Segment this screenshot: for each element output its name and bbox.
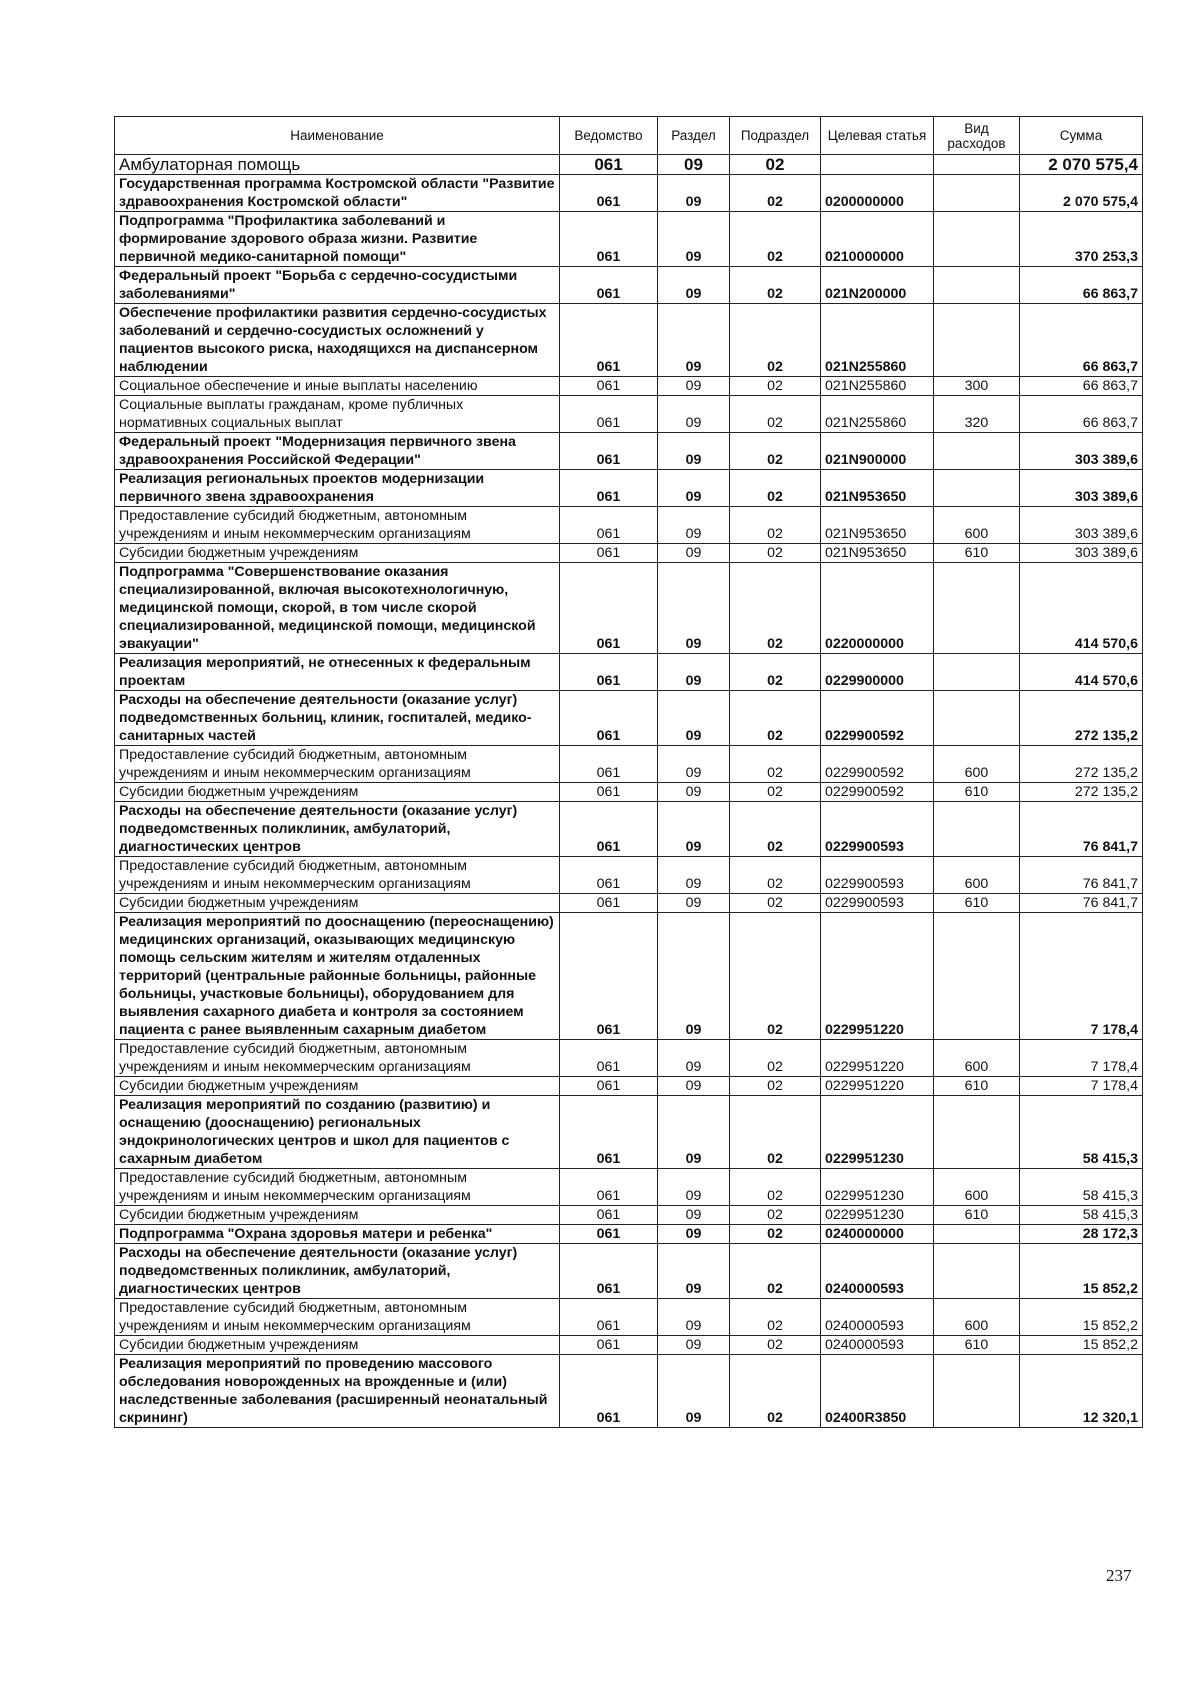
cell-target: 02400R3850 [821,1355,934,1428]
cell-name: Реализация мероприятий по дооснащению (переоснащению) медицинских организаций, оказывающих медицинскую помощь сельским жителям и жителям отдаленных территорий (центральные районные больницы, районные больницы, участковые больницы), оборудованием для выявления сахарного диабета и контроля за состоянием пациента с ранее выявленным сахарным диабетом [115,913,560,1040]
cell-section: 09 [658,1355,730,1428]
cell-subsection: 02 [730,1206,821,1225]
cell-subsection: 02 [730,175,821,212]
cell-name: Реализация мероприятий по проведению массового обследования новорожденных на врожденные и (или) наследственные заболевания (расширенный неонатальный скрининг) [115,1355,560,1428]
cell-subsection: 02 [730,1299,821,1336]
cell-target: 0240000000 [821,1225,934,1244]
cell-section: 09 [658,1077,730,1096]
cell-sum: 12 320,1 [1020,1355,1143,1428]
cell-subsection: 02 [730,746,821,783]
cell-target: 0229900592 [821,691,934,746]
cell-name: Подпрограмма "Профилактика заболеваний и формирование здорового образа жизни. Развитие первичной медико-санитарной помощи" [115,212,560,267]
cell-subsection: 02 [730,1244,821,1299]
header-sum: Сумма [1020,117,1143,155]
cell-sum: 66 863,7 [1020,304,1143,377]
cell-target: 0240000593 [821,1299,934,1336]
cell-sum: 66 863,7 [1020,267,1143,304]
cell-exp-type: 610 [934,1336,1020,1355]
cell-subsection: 02 [730,1355,821,1428]
cell-subsection: 02 [730,913,821,1040]
cell-exp-type [934,691,1020,746]
cell-subsection: 02 [730,396,821,433]
cell-name: Предоставление субсидий бюджетным, автономным учреждениям и иным некоммерческим организациям [115,1040,560,1077]
cell-exp-type [934,304,1020,377]
cell-name: Субсидии бюджетным учреждениям [115,1336,560,1355]
cell-exp-type [934,802,1020,857]
cell-section: 09 [658,377,730,396]
cell-sum: 272 135,2 [1020,746,1143,783]
cell-name: Федеральный проект "Борьба с сердечно-сосудистыми заболеваниями" [115,267,560,304]
cell-sum: 2 070 575,4 [1020,155,1143,175]
cell-sum: 370 253,3 [1020,212,1143,267]
cell-dept: 061 [560,1040,658,1077]
cell-exp-type: 610 [934,1077,1020,1096]
cell-exp-type [934,1355,1020,1428]
cell-target: 021N953650 [821,544,934,563]
budget-table [114,116,1143,1428]
cell-subsection: 02 [730,155,821,175]
cell-target: 021N255860 [821,396,934,433]
table-row [115,1169,1143,1206]
table-row [115,396,1143,433]
cell-dept: 061 [560,155,658,175]
cell-section: 09 [658,857,730,894]
table-row [115,304,1143,377]
cell-sum: 66 863,7 [1020,377,1143,396]
cell-target: 0220000000 [821,563,934,654]
cell-target: 021N900000 [821,433,934,470]
cell-name: Расходы на обеспечение деятельности (оказание услуг) подведомственных поликлиник, амбулаторий, диагностических центров [115,1244,560,1299]
cell-subsection: 02 [730,212,821,267]
cell-target [821,155,934,175]
cell-exp-type: 610 [934,1206,1020,1225]
cell-section: 09 [658,1169,730,1206]
cell-name: Предоставление субсидий бюджетным, автономным учреждениям и иным некоммерческим организациям [115,746,560,783]
cell-exp-type: 600 [934,1169,1020,1206]
table-row [115,894,1143,913]
header-name: Наименование [115,117,560,155]
cell-sum: 28 172,3 [1020,1225,1143,1244]
cell-target: 0229900593 [821,802,934,857]
cell-subsection: 02 [730,1077,821,1096]
cell-section: 09 [658,175,730,212]
cell-section: 09 [658,1225,730,1244]
cell-name: Предоставление субсидий бюджетным, автономным учреждениям и иным некоммерческим организациям [115,857,560,894]
header-exp-type: Вид расходов [934,117,1020,155]
cell-exp-type: 600 [934,1040,1020,1077]
cell-name: Реализация региональных проектов модернизации первичного звена здравоохранения [115,470,560,507]
cell-section: 09 [658,470,730,507]
cell-name: Субсидии бюджетным учреждениям [115,783,560,802]
cell-dept: 061 [560,304,658,377]
cell-dept: 061 [560,507,658,544]
cell-sum: 58 415,3 [1020,1096,1143,1169]
cell-section: 09 [658,1336,730,1355]
cell-name: Социальные выплаты гражданам, кроме публичных нормативных социальных выплат [115,396,560,433]
cell-name: Социальное обеспечение и иные выплаты населению [115,377,560,396]
cell-exp-type [934,1096,1020,1169]
cell-name: Амбулаторная помощь [115,155,560,175]
cell-exp-type: 610 [934,894,1020,913]
cell-section: 09 [658,507,730,544]
cell-exp-type [934,155,1020,175]
table-row [115,1206,1143,1225]
table-row [115,1077,1143,1096]
table-row [115,1336,1143,1355]
cell-target: 021N953650 [821,507,934,544]
cell-section: 09 [658,304,730,377]
table-row [115,155,1143,175]
cell-target: 0240000593 [821,1244,934,1299]
cell-sum: 66 863,7 [1020,396,1143,433]
cell-target: 021N255860 [821,377,934,396]
cell-target: 0229951230 [821,1206,934,1225]
table-row [115,802,1143,857]
cell-subsection: 02 [730,802,821,857]
cell-section: 09 [658,691,730,746]
table-row [115,377,1143,396]
cell-subsection: 02 [730,654,821,691]
cell-exp-type: 300 [934,377,1020,396]
cell-dept: 061 [560,654,658,691]
cell-target: 0240000593 [821,1336,934,1355]
cell-dept: 061 [560,1077,658,1096]
cell-target: 0229951220 [821,1077,934,1096]
cell-section: 09 [658,544,730,563]
cell-exp-type: 610 [934,783,1020,802]
cell-dept: 061 [560,1169,658,1206]
cell-subsection: 02 [730,304,821,377]
cell-subsection: 02 [730,267,821,304]
cell-target: 0229951220 [821,1040,934,1077]
table-row [115,857,1143,894]
cell-dept: 061 [560,1206,658,1225]
cell-section: 09 [658,396,730,433]
cell-dept: 061 [560,175,658,212]
table-row [115,1225,1143,1244]
cell-name: Подпрограмма "Охрана здоровья матери и ребенка" [115,1225,560,1244]
cell-sum: 15 852,2 [1020,1244,1143,1299]
cell-target: 021N953650 [821,470,934,507]
cell-target: 0229900592 [821,746,934,783]
cell-exp-type [934,1225,1020,1244]
cell-dept: 061 [560,267,658,304]
cell-exp-type: 600 [934,1299,1020,1336]
cell-exp-type [934,433,1020,470]
cell-subsection: 02 [730,507,821,544]
cell-dept: 061 [560,563,658,654]
table-row [115,783,1143,802]
table-row [115,1355,1143,1428]
cell-exp-type: 600 [934,746,1020,783]
cell-name: Субсидии бюджетным учреждениям [115,544,560,563]
cell-sum: 303 389,6 [1020,544,1143,563]
cell-subsection: 02 [730,783,821,802]
cell-target: 0229900593 [821,894,934,913]
table-row [115,544,1143,563]
cell-name: Реализация мероприятий по созданию (развитию) и оснащению (дооснащению) региональных эндокринологических центров и школ для пациентов с сахарным диабетом [115,1096,560,1169]
cell-target: 0229951230 [821,1096,934,1169]
cell-dept: 061 [560,433,658,470]
cell-name: Субсидии бюджетным учреждениям [115,1077,560,1096]
cell-sum: 7 178,4 [1020,913,1143,1040]
header-dept: Ведомство [560,117,658,155]
cell-dept: 061 [560,894,658,913]
cell-sum: 272 135,2 [1020,691,1143,746]
table-row [115,1244,1143,1299]
table-row [115,1299,1143,1336]
cell-dept: 061 [560,691,658,746]
cell-name: Предоставление субсидий бюджетным, автономным учреждениям и иным некоммерческим организациям [115,1169,560,1206]
cell-section: 09 [658,1244,730,1299]
cell-target: 0229951220 [821,913,934,1040]
cell-exp-type [934,267,1020,304]
cell-section: 09 [658,563,730,654]
cell-subsection: 02 [730,563,821,654]
cell-exp-type: 320 [934,396,1020,433]
cell-name: Подпрограмма "Совершенствование оказания специализированной, включая высокотехнологичную, медицинской помощи, скорой, в том числе скорой специализированной, медицинской помощи, медицинской эвакуации" [115,563,560,654]
cell-sum: 414 570,6 [1020,654,1143,691]
table-body [115,155,1143,1428]
table-row [115,433,1143,470]
cell-subsection: 02 [730,1169,821,1206]
cell-section: 09 [658,155,730,175]
cell-sum: 303 389,6 [1020,433,1143,470]
cell-target: 0229900593 [821,857,934,894]
cell-dept: 061 [560,1355,658,1428]
cell-section: 09 [658,894,730,913]
cell-sum: 76 841,7 [1020,802,1143,857]
cell-sum: 58 415,3 [1020,1206,1143,1225]
cell-section: 09 [658,212,730,267]
cell-target: 0229900000 [821,654,934,691]
header-section: Раздел [658,117,730,155]
cell-section: 09 [658,1040,730,1077]
cell-subsection: 02 [730,544,821,563]
cell-subsection: 02 [730,377,821,396]
cell-exp-type [934,470,1020,507]
page-number: 237 [1106,1566,1132,1585]
table-row [115,470,1143,507]
cell-name: Субсидии бюджетным учреждениям [115,1206,560,1225]
cell-target: 021N255860 [821,304,934,377]
cell-dept: 061 [560,212,658,267]
cell-section: 09 [658,783,730,802]
cell-name: Расходы на обеспечение деятельности (оказание услуг) подведомственных больниц, клиник, госпиталей, медико-санитарных частей [115,691,560,746]
cell-exp-type [934,563,1020,654]
table-row [115,746,1143,783]
table-row [115,1040,1143,1077]
cell-target: 0210000000 [821,212,934,267]
cell-name: Субсидии бюджетным учреждениям [115,894,560,913]
cell-exp-type [934,175,1020,212]
cell-sum: 303 389,6 [1020,470,1143,507]
cell-section: 09 [658,267,730,304]
table-row [115,563,1143,654]
cell-dept: 061 [560,1096,658,1169]
cell-dept: 061 [560,802,658,857]
cell-name: Государственная программа Костромской области "Развитие здравоохранения Костромской области" [115,175,560,212]
cell-section: 09 [658,433,730,470]
cell-sum: 76 841,7 [1020,894,1143,913]
cell-target: 021N200000 [821,267,934,304]
cell-dept: 061 [560,746,658,783]
cell-subsection: 02 [730,470,821,507]
cell-dept: 061 [560,783,658,802]
cell-subsection: 02 [730,1336,821,1355]
cell-section: 09 [658,913,730,1040]
table-row [115,507,1143,544]
cell-subsection: 02 [730,1225,821,1244]
cell-subsection: 02 [730,894,821,913]
cell-target: 0229951230 [821,1169,934,1206]
header-target: Целевая статья [821,117,934,155]
cell-name: Предоставление субсидий бюджетным, автономным учреждениям и иным некоммерческим организациям [115,1299,560,1336]
cell-dept: 061 [560,1244,658,1299]
cell-dept: 061 [560,857,658,894]
table-row [115,175,1143,212]
cell-exp-type [934,913,1020,1040]
cell-dept: 061 [560,913,658,1040]
cell-dept: 061 [560,1299,658,1336]
cell-dept: 061 [560,470,658,507]
table-row [115,212,1143,267]
cell-name: Предоставление субсидий бюджетным, автономным учреждениям и иным некоммерческим организациям [115,507,560,544]
table-row [115,654,1143,691]
cell-section: 09 [658,802,730,857]
cell-subsection: 02 [730,857,821,894]
cell-name: Расходы на обеспечение деятельности (оказание услуг) подведомственных поликлиник, амбулаторий, диагностических центров [115,802,560,857]
cell-sum: 7 178,4 [1020,1077,1143,1096]
header-subsection: Подраздел [730,117,821,155]
cell-subsection: 02 [730,691,821,746]
cell-sum: 272 135,2 [1020,783,1143,802]
cell-name: Реализация мероприятий, не отнесенных к федеральным проектам [115,654,560,691]
cell-section: 09 [658,654,730,691]
cell-sum: 15 852,2 [1020,1336,1143,1355]
cell-subsection: 02 [730,1096,821,1169]
cell-section: 09 [658,1096,730,1169]
cell-exp-type [934,212,1020,267]
table-row [115,691,1143,746]
cell-name: Обеспечение профилактики развития сердечно-сосудистых заболеваний и сердечно-сосудистых осложнений у пациентов высокого риска, находящихся на диспансерном наблюдении [115,304,560,377]
table-row [115,913,1143,1040]
cell-sum: 7 178,4 [1020,1040,1143,1077]
cell-exp-type [934,654,1020,691]
cell-dept: 061 [560,396,658,433]
cell-sum: 76 841,7 [1020,857,1143,894]
cell-dept: 061 [560,1225,658,1244]
cell-name: Федеральный проект "Модернизация первичного звена здравоохранения Российской Федерации" [115,433,560,470]
cell-sum: 2 070 575,4 [1020,175,1143,212]
cell-target: 0229900592 [821,783,934,802]
cell-section: 09 [658,746,730,783]
cell-sum: 15 852,2 [1020,1299,1143,1336]
cell-subsection: 02 [730,1040,821,1077]
cell-subsection: 02 [730,433,821,470]
cell-target: 0200000000 [821,175,934,212]
cell-exp-type [934,1244,1020,1299]
cell-sum: 58 415,3 [1020,1169,1143,1206]
cell-sum: 414 570,6 [1020,563,1143,654]
cell-dept: 061 [560,377,658,396]
table-header-row [115,117,1143,155]
cell-section: 09 [658,1206,730,1225]
cell-exp-type: 600 [934,507,1020,544]
cell-exp-type: 610 [934,544,1020,563]
cell-exp-type: 600 [934,857,1020,894]
table-row [115,267,1143,304]
cell-sum: 303 389,6 [1020,507,1143,544]
cell-dept: 061 [560,544,658,563]
cell-section: 09 [658,1299,730,1336]
table-row [115,1096,1143,1169]
cell-dept: 061 [560,1336,658,1355]
